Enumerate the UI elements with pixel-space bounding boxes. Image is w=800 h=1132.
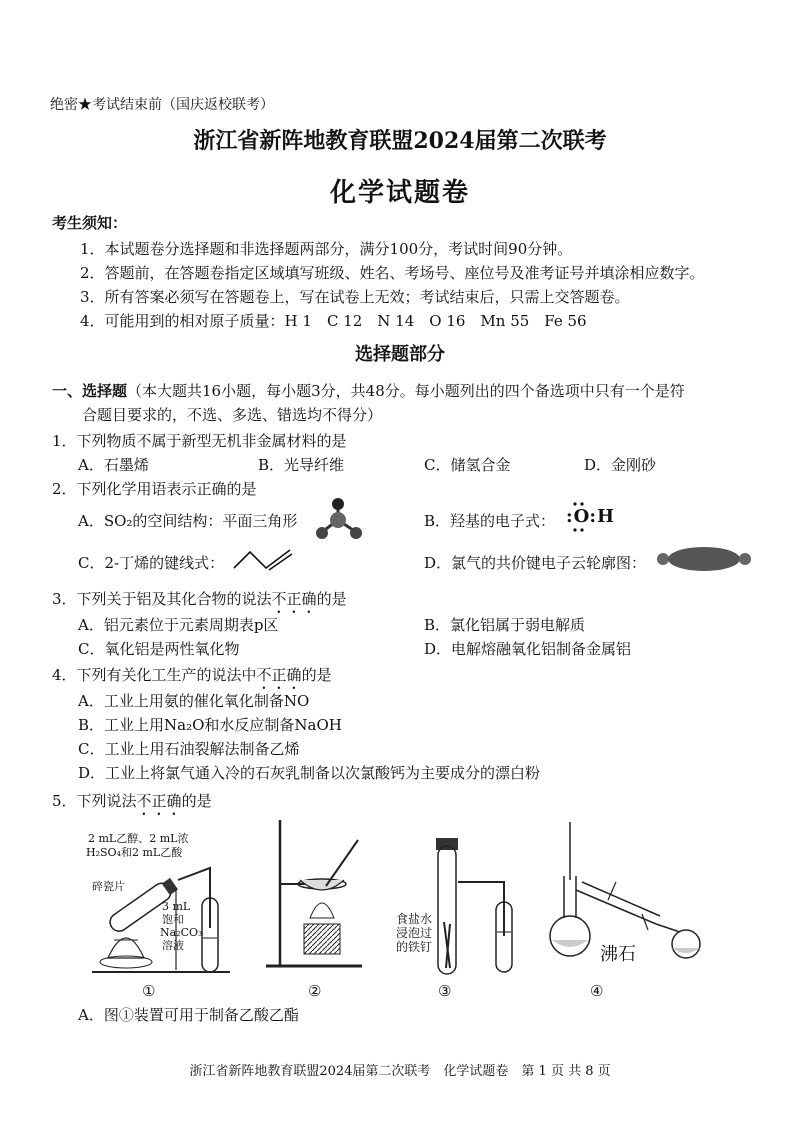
part-header xyxy=(52,380,685,401)
q3-stem xyxy=(52,588,347,617)
q3-option-c: C．氧化铝是两性氧化物 xyxy=(78,640,240,658)
q2-option-c: C．2-丁烯的键线式： xyxy=(78,554,225,572)
page-footer: 浙江省新阵地教育联盟2024届第二次联考 化学试题卷 第 1 页 共 8 页 xyxy=(189,1064,611,1079)
fig4-label-zeolite: 沸石 xyxy=(600,944,636,965)
q3-option-d: D．电解熔融氧化铝制备金属铝 xyxy=(424,640,632,658)
fig3-label-soaked: 浸泡过 xyxy=(396,926,433,940)
exam-title: 浙江省新阵地教育联盟2024届第二次联考 xyxy=(193,128,607,154)
q4-stem-emphasis: 不正确 xyxy=(256,666,302,684)
fig3-label-nail: 的铁钉 xyxy=(396,940,433,954)
so2-model-icon xyxy=(310,496,366,544)
part-desc: （本大题共16小题，每小题3分，共48分。每小题列出的四个备选项中只有一个是符 xyxy=(127,382,685,400)
q2-stem: 2．下列化学用语表示正确的是 xyxy=(52,480,257,498)
q1-option-c: C．储氢合金 xyxy=(424,456,511,474)
hydroxyl-formula: :O:H xyxy=(566,506,615,527)
q3-stem-emphasis: 不正确 xyxy=(271,590,317,608)
fig2-number: ② xyxy=(308,982,322,1000)
q1-stem: 1．下列物质不属于新型无机非金属材料的是 xyxy=(52,432,347,450)
q1-option-a: A．石墨烯 xyxy=(78,456,149,474)
fig3-corrosion-apparatus xyxy=(430,832,530,978)
hydroxyl-h: H xyxy=(597,506,615,527)
notice-heading: 考生须知： xyxy=(52,214,128,232)
electron-dots-icon xyxy=(568,500,590,534)
q5-stem xyxy=(52,790,212,819)
fig1-number: ① xyxy=(142,982,156,1000)
paper-title: 化学试题卷 xyxy=(329,178,470,208)
fig3-number: ③ xyxy=(438,982,452,1000)
butene-skeletal-icon xyxy=(232,546,296,572)
fig1-ester-apparatus xyxy=(86,858,236,978)
part-desc-2: 合题目要求的，不选、多选、错选均不得分） xyxy=(82,406,383,424)
secret-label: 绝密★考试结束前（国庆返校联考） xyxy=(50,97,274,113)
fig1-label-reagents: 2 mL乙醇、2 mL浓 xyxy=(88,832,189,845)
q5-stem-pre: 5．下列说法 xyxy=(52,792,137,810)
fig1-label-reagents2: H₂SO₄和2 mL乙酸 xyxy=(86,846,183,859)
notice-item: 3．所有答案必须写在答题卷上，写在试卷上无效；考试结束后，只需上交答题卷。 xyxy=(80,288,630,306)
section-title: 选择题部分 xyxy=(355,344,445,365)
q3-stem-pre: 3．下列关于铝及其化合物的说法 xyxy=(52,590,272,608)
q5-stem-post: 的是 xyxy=(181,792,212,810)
notice-item: 1．本试题卷分选择题和非选择题两部分，满分100分，考试时间90分钟。 xyxy=(80,240,573,258)
fig1-label-3ml: 3 mL xyxy=(162,900,191,913)
fig1-label-na2co3: Na₂CO₃ xyxy=(160,926,203,939)
notice-item: 4．可能用到的相对原子质量：H 1 C 12 N 14 O 16 Mn 55 Fe 56 xyxy=(80,312,587,330)
q3-stem-post: 的是 xyxy=(316,590,347,608)
hydroxyl-o: O xyxy=(573,506,590,527)
notice-item: 2．答题前，在答题卷指定区域填写班级、姓名、考场号、座位号及准考证号并填涂相应数字。 xyxy=(80,264,705,282)
q4-option-c: C．工业上用石油裂解法制备乙烯 xyxy=(78,740,300,758)
q3-option-b: B．氯化铝属于弱电解质 xyxy=(424,616,586,634)
part-label: 一、选择题 xyxy=(52,382,128,400)
fig1-label-saturated: 饱和 xyxy=(162,913,184,926)
fig4-number: ④ xyxy=(590,982,604,1000)
fig3-label-salt: 食盐水 xyxy=(396,912,433,926)
q4-stem-post: 的是 xyxy=(301,666,332,684)
q1-option-d: D．金刚砂 xyxy=(584,456,657,474)
q4-option-a: A．工业上用氨的催化氧化制备NO xyxy=(78,692,310,710)
q4-option-b: B．工业上用Na₂O和水反应制备NaOH xyxy=(78,716,342,734)
q3-option-a: A．铝元素位于元素周期表p区 xyxy=(78,616,279,634)
q1-option-b: B．光导纤维 xyxy=(258,456,345,474)
q4-stem-pre: 4．下列有关化工生产的说法中 xyxy=(52,666,257,684)
fig1-label-solution: 溶液 xyxy=(162,939,184,952)
q4-option-d: D．工业上将氯气通入冷的石灰乳制备以次氯酸钙为主要成分的漂白粉 xyxy=(78,764,541,782)
fig1-label-chips: 碎瓷片 xyxy=(92,880,125,893)
q5-option-a: A．图①装置可用于制备乙酸乙酯 xyxy=(78,1006,299,1024)
fig2-evaporation-apparatus xyxy=(262,816,372,976)
q5-stem-emphasis: 不正确 xyxy=(136,792,182,810)
q2-option-d: D．氯气的共价键电子云轮廓图： xyxy=(424,554,647,572)
q2-option-a: A．SO₂的空间结构：平面三角形 xyxy=(78,512,298,530)
cl2-orbital-icon xyxy=(656,544,752,574)
q2-option-b: B．羟基的电子式： xyxy=(424,512,556,530)
q4-stem xyxy=(52,664,332,693)
